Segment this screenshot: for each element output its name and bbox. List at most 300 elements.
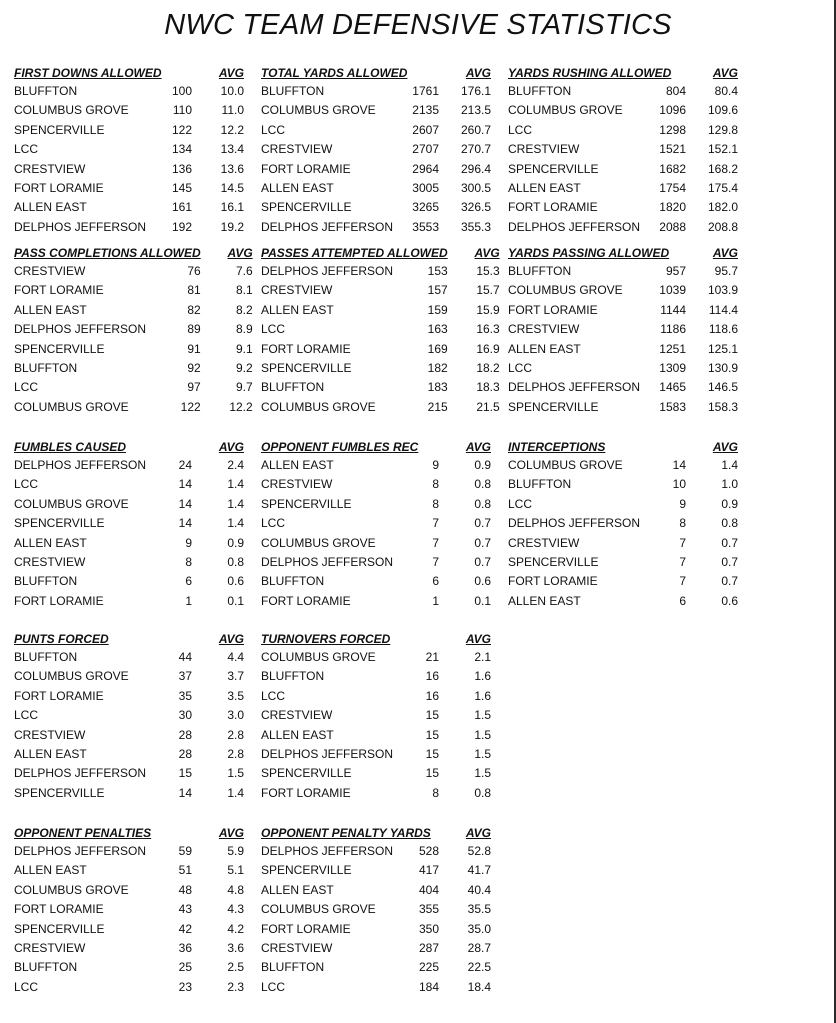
table-row [261, 764, 491, 783]
avg-column-header: AVG [712, 246, 738, 260]
table-row [14, 198, 244, 217]
team-name: CRESTVIEW [14, 727, 86, 742]
stat-value: 92 [187, 361, 201, 376]
stat-average: 35.0 [467, 921, 491, 936]
table-row [14, 861, 244, 880]
avg-column-header: AVG [465, 440, 491, 454]
team-name: DELPHOS JEFFERSON [261, 555, 394, 570]
table-row [261, 706, 491, 725]
stat-value: 355 [418, 902, 439, 917]
team-name: ALLEN EAST [261, 302, 334, 317]
stat-average: 0.9 [474, 458, 491, 472]
interceptions-grid [508, 438, 738, 611]
total-yards-allowed-grid [261, 64, 491, 237]
stat-value: 192 [171, 219, 192, 234]
stat-value: 1465 [659, 380, 686, 395]
table-row [261, 842, 491, 861]
table-row [508, 340, 738, 359]
stat-average: 300.5 [460, 181, 491, 196]
stat-value: 161 [171, 200, 192, 215]
stat-average: 10.0 [220, 84, 244, 98]
stat-value: 417 [418, 863, 439, 878]
avg-column-header: AVG [218, 826, 244, 840]
stat-value: 7 [432, 516, 439, 531]
table-header-row [14, 824, 244, 842]
stat-average: 15.7 [476, 283, 500, 298]
stat-value: 14 [672, 458, 686, 472]
team-name: ALLEN EAST [261, 181, 334, 196]
team-name: ALLEN EAST [508, 593, 581, 608]
team-name: SPENCERVILLE [261, 200, 352, 215]
team-name: BLUFFTON [14, 960, 78, 975]
yards-rushing-allowed-grid [508, 64, 738, 237]
team-name: COLUMBUS GROVE [261, 535, 376, 550]
table-row [261, 572, 491, 591]
stat-average: 326.5 [460, 200, 491, 215]
total-yards-allowed-table [261, 64, 491, 237]
team-name: FORT LORAMIE [14, 181, 104, 196]
stat-value: 1754 [659, 181, 686, 196]
table-row [261, 398, 500, 417]
stat-average: 1.4 [227, 516, 244, 531]
stat-average: 52.8 [467, 844, 491, 858]
stat-value: 14 [178, 496, 192, 511]
table-row [508, 456, 738, 475]
stat-average: 0.7 [721, 555, 738, 570]
stat-average: 14.5 [220, 181, 244, 196]
stat-value: 25 [178, 960, 192, 975]
team-name: CRESTVIEW [261, 142, 333, 157]
team-name: COLUMBUS GROVE [14, 882, 129, 897]
team-name: SPENCERVILLE [14, 122, 105, 137]
team-name: FORT LORAMIE [508, 302, 598, 317]
team-name: LCC [261, 122, 286, 137]
table-header-row [261, 824, 491, 842]
team-name: COLUMBUS GROVE [261, 902, 376, 917]
table-row [261, 939, 491, 958]
stat-value: 1096 [659, 103, 686, 118]
stat-value: 97 [187, 380, 201, 395]
table-header-row [508, 438, 738, 456]
team-name: COLUMBUS GROVE [508, 458, 623, 472]
section-heading: TOTAL YARDS ALLOWED [261, 66, 408, 80]
table-header-row [508, 64, 738, 82]
yards-passing-allowed-table [508, 244, 738, 417]
stat-value: 215 [427, 399, 448, 414]
table-header-row [261, 64, 491, 82]
stat-value: 145 [171, 181, 192, 196]
stat-average: 4.4 [227, 650, 244, 664]
stat-average: 1.6 [474, 669, 491, 684]
table-row [14, 160, 244, 179]
team-name: FORT LORAMIE [261, 921, 351, 936]
stat-average: 1.5 [227, 766, 244, 781]
stat-value: 1761 [412, 84, 439, 98]
stat-average: 15.3 [476, 264, 500, 278]
stat-value: 37 [178, 669, 192, 684]
avg-column-header: AVG [218, 66, 244, 80]
table-row [261, 900, 491, 919]
stat-average: 2.8 [227, 727, 244, 742]
stat-average: 2.4 [227, 458, 244, 472]
table-header-row [14, 244, 253, 262]
table-row [14, 378, 253, 397]
table-row [261, 262, 500, 281]
stat-average: 0.6 [474, 574, 491, 589]
team-name: LCC [508, 122, 533, 137]
team-name: CRESTVIEW [261, 708, 333, 723]
stat-value: 157 [427, 283, 448, 298]
team-name: SPENCERVILLE [508, 161, 599, 176]
stat-average: 0.7 [474, 555, 491, 570]
team-name: DELPHOS JEFFERSON [508, 516, 641, 531]
team-name: LCC [261, 322, 286, 337]
stat-average: 130.9 [707, 361, 738, 376]
stat-average: 129.8 [707, 122, 738, 137]
stat-average: 118.6 [708, 322, 738, 337]
stat-value: 6 [185, 574, 192, 589]
team-name: DELPHOS JEFFERSON [14, 322, 147, 337]
table-row [14, 301, 253, 320]
table-row [14, 475, 244, 494]
stat-average: 8.9 [235, 322, 253, 337]
table-row [508, 553, 738, 572]
table-row [508, 514, 738, 533]
team-name: LCC [261, 688, 286, 703]
table-row [508, 218, 738, 237]
table-row [508, 359, 738, 378]
stat-value: 81 [187, 283, 201, 298]
stat-value: 48 [178, 882, 192, 897]
team-name: SPENCERVILLE [508, 555, 599, 570]
stat-average: 21.5 [476, 399, 500, 414]
stat-value: 15 [425, 708, 439, 723]
team-name: BLUFFTON [14, 361, 78, 376]
stat-average: 168.2 [707, 161, 738, 176]
table-row [261, 301, 500, 320]
stat-value: 59 [178, 844, 192, 858]
team-name: SPENCERVILLE [261, 361, 352, 376]
stat-average: 4.2 [227, 921, 244, 936]
stat-value: 24 [178, 458, 192, 472]
team-name: COLUMBUS GROVE [14, 399, 129, 414]
stat-value: 122 [180, 399, 201, 414]
avg-column-header: AVG [712, 66, 738, 80]
stat-average: 3.0 [227, 708, 244, 723]
team-name: DELPHOS JEFFERSON [14, 844, 147, 858]
stat-value: 7 [679, 535, 686, 550]
team-name: BLUFFTON [14, 574, 78, 589]
team-name: BLUFFTON [261, 669, 325, 684]
stat-value: 163 [427, 322, 448, 337]
table-row [508, 320, 738, 339]
stat-average: 1.5 [474, 747, 491, 762]
stat-value: 134 [171, 142, 192, 157]
stat-average: 95.7 [714, 264, 738, 278]
team-name: DELPHOS JEFFERSON [508, 380, 641, 395]
table-row [14, 553, 244, 572]
stat-value: 7 [679, 574, 686, 589]
stat-value: 76 [187, 264, 201, 278]
stat-value: 9 [679, 496, 686, 511]
table-row [261, 726, 491, 745]
stat-average: 0.1 [227, 593, 244, 608]
stat-value: 15 [425, 766, 439, 781]
team-name: ALLEN EAST [261, 727, 334, 742]
stat-average: 158.3 [707, 399, 738, 414]
table-row [14, 101, 244, 120]
stat-value: 1 [185, 593, 192, 608]
interceptions-table [508, 438, 738, 611]
section-heading: OPPONENT PENALTY YARDS [261, 826, 431, 840]
opponent-fumbles-rec-grid [261, 438, 491, 611]
stat-average: 18.2 [476, 361, 500, 376]
team-name: DELPHOS JEFFERSON [261, 844, 394, 858]
stat-average: 7.6 [235, 264, 253, 278]
passes-attempted-allowed-table [261, 244, 500, 417]
stat-average: 18.3 [476, 380, 500, 395]
table-row [14, 648, 244, 667]
section-heading: PASS COMPLETIONS ALLOWED [14, 246, 201, 260]
table-row [14, 881, 244, 900]
team-name: LCC [14, 979, 39, 994]
avg-column-header: AVG [465, 826, 491, 840]
stat-value: 287 [418, 941, 439, 956]
team-name: BLUFFTON [14, 650, 78, 664]
stat-value: 7 [432, 555, 439, 570]
stat-average: 41.7 [467, 863, 491, 878]
stat-average: 176.1 [460, 84, 491, 98]
avg-column-header: AVG [227, 246, 253, 260]
stat-value: 16 [425, 688, 439, 703]
stat-value: 404 [418, 882, 439, 897]
table-row [14, 218, 244, 237]
stat-average: 208.8 [707, 219, 738, 234]
team-name: LCC [14, 708, 39, 723]
stat-average: 4.8 [227, 882, 244, 897]
stat-average: 35.5 [467, 902, 491, 917]
stat-average: 0.7 [721, 535, 738, 550]
table-row [261, 784, 491, 803]
team-name: BLUFFTON [14, 84, 78, 98]
team-name: FORT LORAMIE [14, 902, 104, 917]
table-row [14, 495, 244, 514]
turnovers-forced-table [261, 630, 491, 803]
stat-value: 16 [425, 669, 439, 684]
stat-value: 804 [665, 84, 686, 98]
stat-value: 225 [418, 960, 439, 975]
first-downs-allowed-grid [14, 64, 244, 237]
team-name: ALLEN EAST [14, 200, 87, 215]
stat-value: 42 [178, 921, 192, 936]
avg-column-header: AVG [465, 66, 491, 80]
stat-average: 22.5 [467, 960, 491, 975]
stat-value: 15 [425, 727, 439, 742]
table-row [508, 262, 738, 281]
table-row [261, 687, 491, 706]
team-name: DELPHOS JEFFERSON [14, 219, 147, 234]
team-name: ALLEN EAST [14, 535, 87, 550]
avg-column-header: AVG [218, 440, 244, 454]
stat-value: 15 [178, 766, 192, 781]
stat-value: 1144 [660, 302, 686, 317]
opponent-penalty-yards-table [261, 824, 491, 997]
stat-average: 2.5 [227, 960, 244, 975]
section-heading: TURNOVERS FORCED [261, 632, 391, 646]
avg-column-header: AVG [218, 632, 244, 646]
table-row [261, 281, 500, 300]
stat-average: 9.7 [235, 380, 253, 395]
team-name: LCC [261, 516, 286, 531]
yards-rushing-allowed-table [508, 64, 738, 237]
avg-column-header: AVG [465, 632, 491, 646]
table-row [261, 378, 500, 397]
stat-value: 3553 [412, 219, 439, 234]
table-row [261, 160, 491, 179]
table-row [261, 218, 491, 237]
stat-value: 82 [187, 302, 201, 317]
team-name: SPENCERVILLE [14, 341, 105, 356]
team-name: BLUFFTON [261, 960, 325, 975]
table-row [508, 101, 738, 120]
team-name: ALLEN EAST [261, 458, 334, 472]
stat-value: 6 [432, 574, 439, 589]
stat-value: 21 [425, 650, 439, 664]
stat-average: 0.9 [227, 535, 244, 550]
stat-value: 8 [432, 785, 439, 800]
stat-value: 91 [187, 341, 201, 356]
table-row [261, 179, 491, 198]
stat-average: 109.6 [707, 103, 738, 118]
stat-value: 43 [178, 902, 192, 917]
stat-average: 270.7 [460, 142, 491, 157]
stat-value: 122 [171, 122, 192, 137]
opponent-fumbles-rec-table [261, 438, 491, 611]
team-name: COLUMBUS GROVE [14, 669, 129, 684]
pass-completions-allowed-grid [14, 244, 253, 417]
table-row [261, 475, 491, 494]
stat-average: 16.3 [476, 322, 500, 337]
table-row [14, 842, 244, 861]
stat-average: 9.1 [235, 341, 253, 356]
table-row [261, 920, 491, 939]
stat-value: 528 [418, 844, 439, 858]
table-header-row [261, 630, 491, 648]
table-row [14, 514, 244, 533]
stat-average: 0.6 [721, 593, 738, 608]
stat-average: 146.5 [707, 380, 738, 395]
stat-average: 2.8 [227, 747, 244, 762]
table-row [261, 340, 500, 359]
team-name: COLUMBUS GROVE [261, 103, 376, 118]
table-row [261, 198, 491, 217]
opponent-penalty-yards-grid [261, 824, 491, 997]
table-row [508, 179, 738, 198]
stat-value: 28 [178, 727, 192, 742]
stat-value: 7 [679, 555, 686, 570]
stat-value: 110 [172, 103, 192, 118]
stat-average: 1.4 [721, 458, 738, 472]
team-name: ALLEN EAST [508, 341, 581, 356]
table-header-row [14, 64, 244, 82]
stat-average: 0.7 [474, 516, 491, 531]
stat-value: 1820 [659, 200, 686, 215]
stat-value: 1039 [659, 283, 686, 298]
stat-average: 15.9 [476, 302, 500, 317]
team-name: LCC [261, 979, 286, 994]
stat-average: 19.2 [220, 219, 244, 234]
stat-value: 2088 [659, 219, 686, 234]
table-row [261, 495, 491, 514]
table-row [261, 881, 491, 900]
table-row [14, 179, 244, 198]
stat-value: 2135 [412, 103, 439, 118]
table-row [14, 572, 244, 591]
table-row [508, 121, 738, 140]
stat-average: 213.5 [460, 103, 491, 118]
table-row [14, 939, 244, 958]
stat-average: 18.4 [467, 979, 491, 994]
table-row [14, 745, 244, 764]
punts-forced-grid [14, 630, 244, 803]
stat-average: 11.0 [221, 103, 244, 118]
team-name: LCC [508, 496, 533, 511]
stat-average: 1.0 [721, 477, 738, 492]
team-name: BLUFFTON [508, 477, 572, 492]
stat-value: 2707 [412, 142, 439, 157]
passes-attempted-allowed-grid [261, 244, 500, 417]
table-row [14, 667, 244, 686]
stat-average: 0.9 [721, 496, 738, 511]
team-name: BLUFFTON [261, 574, 325, 589]
stat-value: 10 [672, 477, 686, 492]
stat-value: 1251 [659, 341, 686, 356]
stat-average: 1.4 [227, 496, 244, 511]
team-name: COLUMBUS GROVE [508, 103, 623, 118]
table-row [14, 534, 244, 553]
stat-value: 153 [427, 264, 448, 278]
table-row [261, 82, 491, 101]
table-row [261, 592, 491, 611]
stat-average: 355.3 [460, 219, 491, 234]
stat-average: 0.7 [721, 574, 738, 589]
team-name: DELPHOS JEFFERSON [261, 747, 394, 762]
stat-value: 14 [178, 477, 192, 492]
team-name: ALLEN EAST [14, 747, 87, 762]
stat-value: 2964 [412, 161, 439, 176]
table-row [14, 920, 244, 939]
table-row [14, 900, 244, 919]
table-row [14, 978, 244, 997]
team-name: CRESTVIEW [508, 535, 580, 550]
table-row [14, 262, 253, 281]
table-row [261, 667, 491, 686]
section-heading: PUNTS FORCED [14, 632, 109, 646]
team-name: CRESTVIEW [14, 161, 86, 176]
stat-value: 6 [679, 593, 686, 608]
team-name: COLUMBUS GROVE [14, 496, 129, 511]
table-row [14, 726, 244, 745]
stat-average: 3.6 [227, 941, 244, 956]
table-row [14, 82, 244, 101]
turnovers-forced-grid [261, 630, 491, 803]
stat-value: 15 [425, 747, 439, 762]
team-name: FORT LORAMIE [14, 688, 104, 703]
stat-value: 159 [427, 302, 448, 317]
stat-average: 0.8 [474, 496, 491, 511]
team-name: FORT LORAMIE [14, 283, 104, 298]
table-row [261, 861, 491, 880]
